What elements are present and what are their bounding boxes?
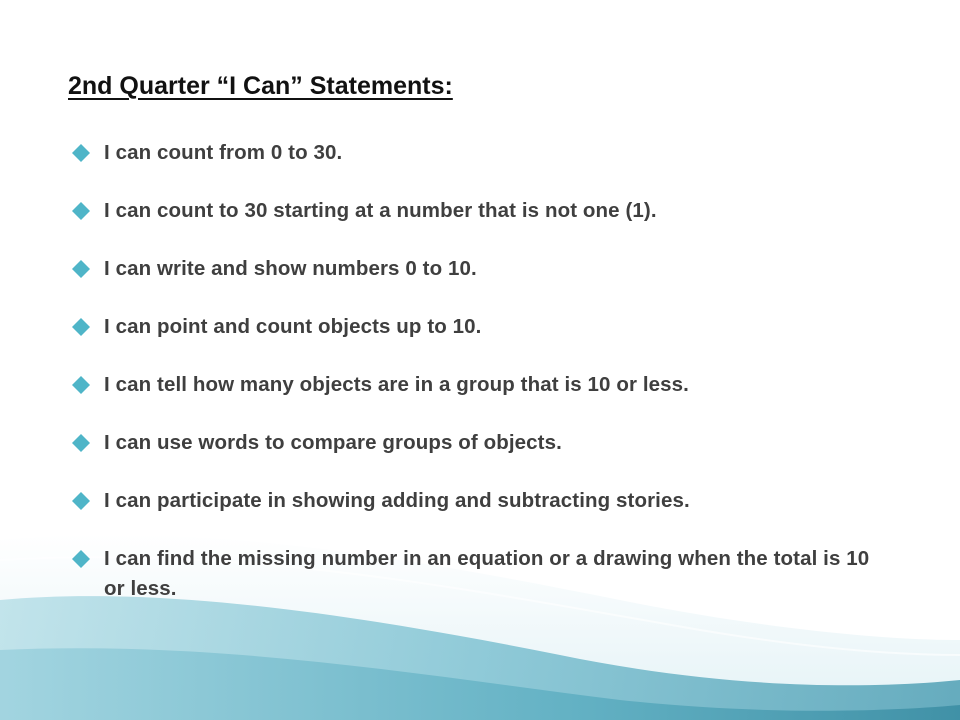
statement-text: I can count to 30 starting at a number that is not one (1). <box>104 199 657 222</box>
diamond-bullet-icon <box>70 374 92 396</box>
diamond-bullet-icon <box>70 258 92 280</box>
statement-list <box>68 138 888 604</box>
statement-item <box>68 312 888 342</box>
statement-item <box>68 370 888 400</box>
diamond-bullet-icon <box>70 432 92 454</box>
diamond-bullet-icon <box>70 548 92 570</box>
statement-text: I can tell how many objects are in a group that is 10 or less. <box>104 373 689 396</box>
statement-text: I can find the missing number in an equation or a drawing when the total is 10 or less. <box>104 547 870 600</box>
diamond-bullet-icon <box>70 200 92 222</box>
statement-item <box>68 138 888 168</box>
statement-text: I can point and count objects up to 10. <box>104 315 482 338</box>
statement-text: I can write and show numbers 0 to 10. <box>104 257 477 280</box>
diamond-bullet-icon <box>70 142 92 164</box>
statement-text: I can count from 0 to 30. <box>104 141 343 164</box>
statement-item <box>68 486 888 516</box>
diamond-bullet-icon <box>70 490 92 512</box>
diamond-bullet-icon <box>70 316 92 338</box>
statement-text: I can use words to compare groups of objects. <box>104 431 562 454</box>
statement-item <box>68 196 888 226</box>
slide-title: 2nd Quarter “I Can” Statements: <box>68 72 453 100</box>
statement-item <box>68 544 888 604</box>
statement-item <box>68 428 888 458</box>
statement-item <box>68 254 888 284</box>
statement-text: I can participate in showing adding and subtracting stories. <box>104 489 690 512</box>
